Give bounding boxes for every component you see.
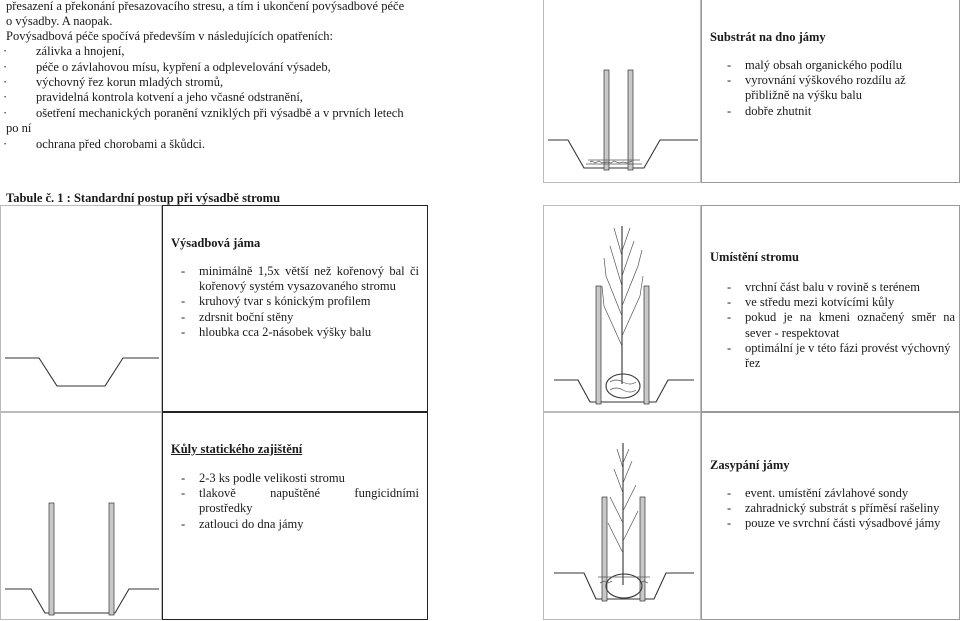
cell-planting-hole xyxy=(162,205,428,412)
illustration-hole xyxy=(0,205,162,412)
intro-line-3: Povýsadbová péče spočívá především v následujících opatřeních: xyxy=(6,29,333,43)
substrate-box xyxy=(701,0,960,183)
planting-hole-substrate-drawing xyxy=(544,0,702,183)
intro-line-2: o výsadby. A naopak. xyxy=(6,14,113,28)
list-item: - dobře zhutnit xyxy=(727,103,812,118)
list-item-continued: sever - respektovat xyxy=(745,325,840,340)
table-caption: Tabule č. 1 : Standardní postup při výsadbě stromu xyxy=(6,191,281,205)
planting-hole-title: Výsadbová jáma xyxy=(171,236,261,250)
list-item: - zdrsnit boční stěny xyxy=(181,309,294,324)
planting-hole-list xyxy=(181,264,419,340)
list-item: - pouze ve svrchní části výsadbové jámy xyxy=(727,516,941,531)
substrate-list xyxy=(727,58,952,119)
cell-stakes xyxy=(162,412,428,620)
substrate-title: Substrát na dno jámy xyxy=(710,30,826,44)
illustration-stakes xyxy=(0,412,162,620)
list-item-continued: kořenový systém vysazovaného stromu xyxy=(199,279,396,294)
tree-with-stakes-drawing xyxy=(544,206,702,413)
cell-backfill xyxy=(701,412,960,620)
list-item: - hloubka cca 2-násobek výšky balu xyxy=(181,324,372,339)
stakes-list xyxy=(181,471,419,532)
list-item-continued: řez xyxy=(745,356,761,371)
list-item: - kruhový tvar s kónickým profilem xyxy=(181,294,371,309)
list-item: - zahradnický substrát s příměsí rašeliny xyxy=(727,501,940,516)
list-item: - zatlouci do dna jámy xyxy=(181,516,304,531)
stakes-in-hole-drawing xyxy=(1,413,163,621)
list-item: - tlakově napuštěné fungicidními xyxy=(181,486,419,501)
list-item-continued: prostředky xyxy=(199,501,253,516)
tree-placement-title: Umístění stromu xyxy=(710,250,800,264)
stakes-title: Kůly statického zajištění xyxy=(171,442,303,456)
intro-line-1: přesazení a překonání přesazovacího stresu, a tím i ukončení povýsadbové péče xyxy=(6,0,405,13)
list-item: - vrchní část balu v rovině s terénem xyxy=(727,280,920,294)
backfill-list xyxy=(727,486,955,532)
tree-placement-list xyxy=(727,280,955,371)
list-item: - 2-3 ks podle velikosti stromu xyxy=(181,471,345,485)
illustration-tree-placement xyxy=(543,205,701,412)
list-item: - minimálně 1,5x větší než kořenový bal či xyxy=(181,264,419,278)
list-item: - event. umístění závlahové sondy xyxy=(727,486,909,500)
list-item: - ve středu mezi kotvícími kůly xyxy=(727,295,895,310)
cell-tree-placement xyxy=(701,205,960,412)
list-item: - pokud je na kmeni označený směr na xyxy=(727,310,955,325)
illustration-substrate xyxy=(543,0,701,183)
backfill-title: Zasypání jámy xyxy=(710,458,790,472)
illustration-backfill xyxy=(543,412,701,620)
list-item: - malý obsah organického podílu xyxy=(727,58,903,72)
list-item: - optimální je v této fázi provést výchovný xyxy=(727,340,951,355)
backfilled-tree-drawing xyxy=(544,413,702,621)
list-item: - vyrovnání výškového rozdílu až přibližně na výšku balu xyxy=(727,73,906,103)
planting-hole-drawing xyxy=(1,206,163,413)
